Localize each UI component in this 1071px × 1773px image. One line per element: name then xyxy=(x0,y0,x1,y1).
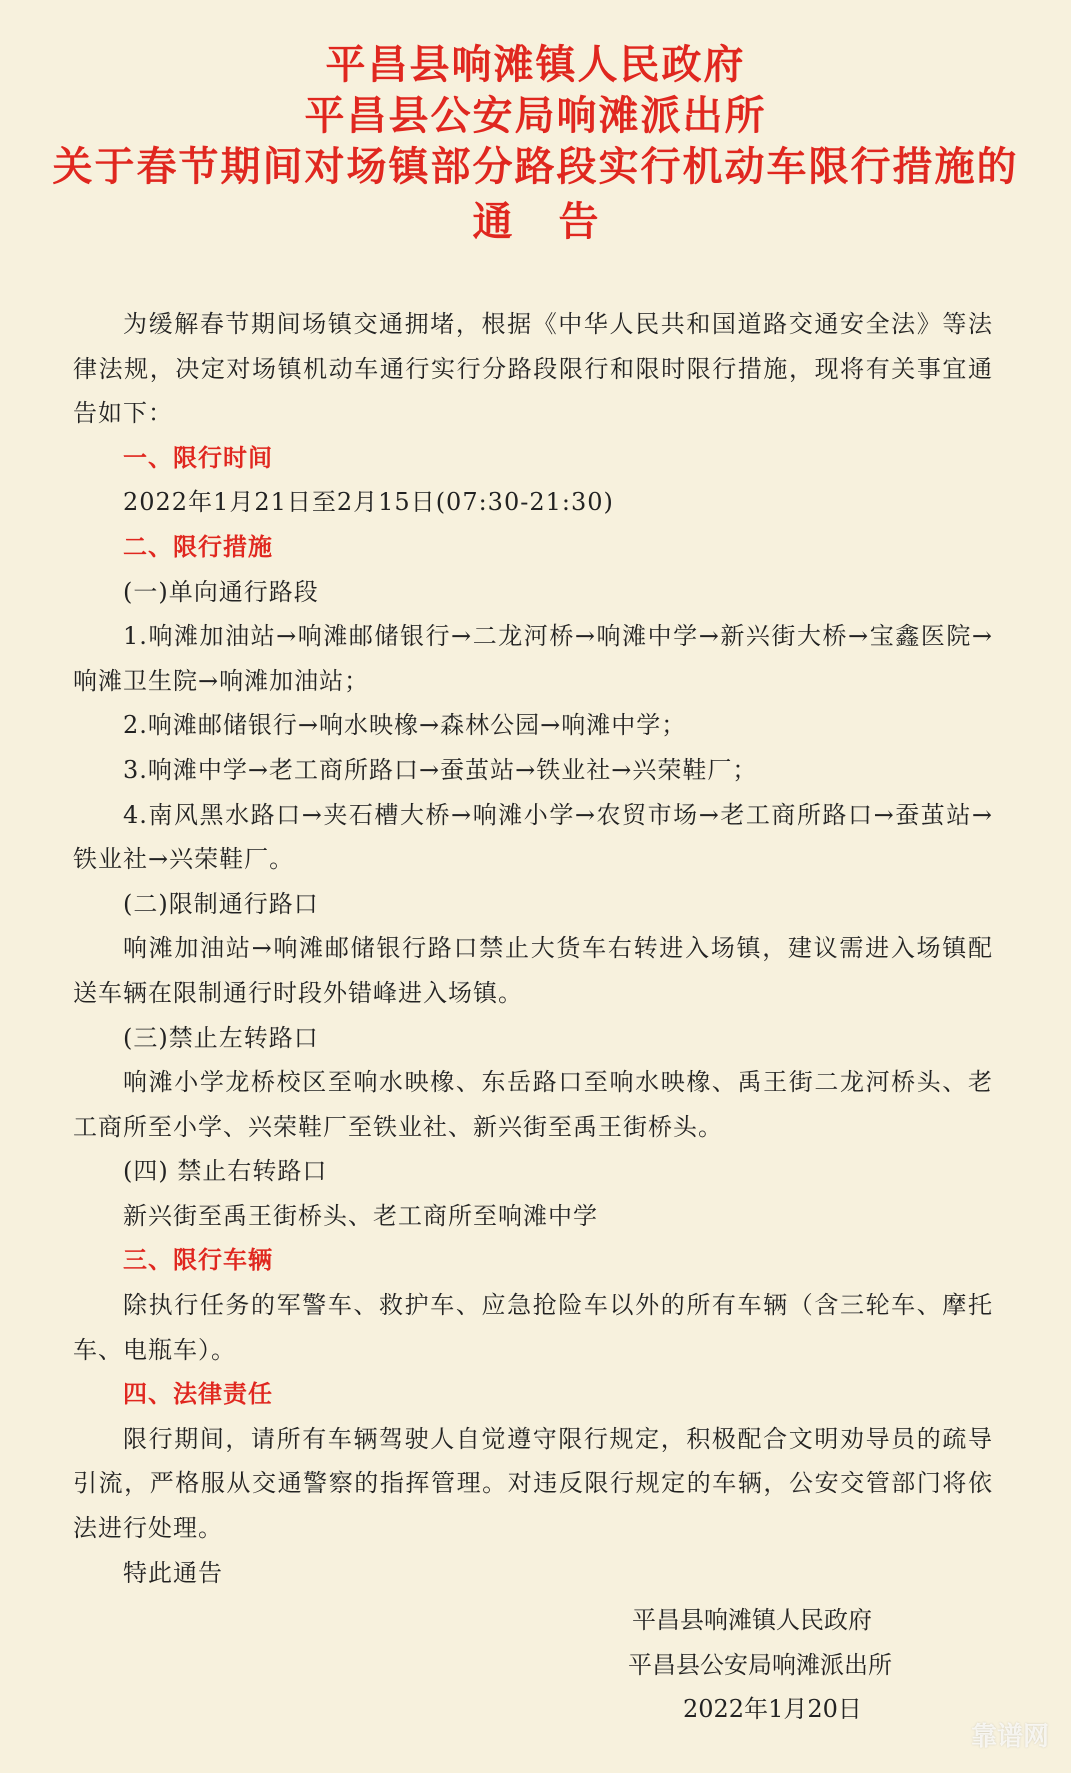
notice-header xyxy=(0,40,1071,248)
closing-line: 特此通告 xyxy=(123,1558,223,1587)
issuer-police-station: 平昌县公安局响滩派出所 xyxy=(304,93,767,139)
no-right-turn-text: 新兴街至禹王街桥头、老工商所至响滩中学 xyxy=(123,1201,598,1230)
watermark: 靠谱网 xyxy=(970,1722,1049,1752)
restricted-junction-text: 响滩加油站→响滩邮储银行路口禁止大货车右转进入场镇，建议需进入场镇配送车辆在限制通行时段外错峰进入场镇。 xyxy=(73,934,993,1007)
intro-paragraph: 为缓解春节期间场镇交通拥堵，根据《中华人民共和国道路交通安全法》等法律法规，决定对场镇机动车通行实行分路段限行和限时限行措施，现将有关事宜通告如下： xyxy=(73,310,993,428)
restricted-vehicles-text: 除执行任务的军警车、救护车、应急抢险车以外的所有车辆（含三轮车、摩托车、电瓶车）。 xyxy=(73,1291,993,1364)
route-1: 1.响滩加油站→响滩邮储银行→二龙河桥→响滩中学→新兴街大桥→宝鑫医院→响滩卫生院→响滩加油站； xyxy=(73,622,993,695)
section-1-heading: 一、限行时间 xyxy=(123,443,273,472)
signature-date: 2022年1月20日 xyxy=(683,1695,862,1723)
issuer-government: 平昌县响滩镇人民政府 xyxy=(325,42,746,88)
subsection-no-right-turn: (四) 禁止右转路口 xyxy=(123,1157,328,1186)
subsection-restricted-junction: (二)限制通行路口 xyxy=(123,889,319,918)
notice-type: 通告 xyxy=(472,199,645,245)
signature-org-1: 平昌县响滩镇人民政府 xyxy=(632,1606,872,1634)
route-3: 3.响滩中学→老工商所路口→蚕茧站→铁业社→兴荣鞋厂； xyxy=(123,755,758,784)
section-4-heading: 四、法律责任 xyxy=(123,1380,273,1409)
section-2-heading: 二、限行措施 xyxy=(123,532,273,561)
section-3-heading: 三、限行车辆 xyxy=(123,1246,273,1275)
restriction-time: 2022年1月21日至2月15日(07:30-21:30) xyxy=(123,488,614,517)
notice-body xyxy=(73,302,993,1595)
no-left-turn-text: 响滩小学龙桥校区至响水映橡、东岳路口至响水映橡、禹王街二龙河桥头、老工商所至小学、兴荣鞋厂至铁业社、新兴街至禹王街桥头。 xyxy=(73,1068,993,1141)
legal-liability-text: 限行期间，请所有车辆驾驶人自觉遵守限行规定，积极配合文明劝导员的疏导引流，严格服从交通警察的指挥管理。对违反限行规定的车辆，公安交管部门将依法进行处理。 xyxy=(73,1424,993,1543)
signature-org-2: 平昌县公安局响滩派出所 xyxy=(628,1651,892,1679)
subsection-no-left-turn: (三)禁止左转路口 xyxy=(123,1023,319,1052)
subsection-one-way: (一)单向通行路段 xyxy=(123,577,319,606)
notice-subject: 关于春节期间对场镇部分路段实行机动车限行措施的 xyxy=(52,144,1019,190)
route-4: 4.南风黑水路口→夹石槽大桥→响滩小学→农贸市场→老工商所路口→蚕茧站→铁业社→兴荣鞋厂。 xyxy=(73,800,993,874)
route-2: 2.响滩邮储银行→响水映橡→森林公园→响滩中学； xyxy=(123,711,687,740)
